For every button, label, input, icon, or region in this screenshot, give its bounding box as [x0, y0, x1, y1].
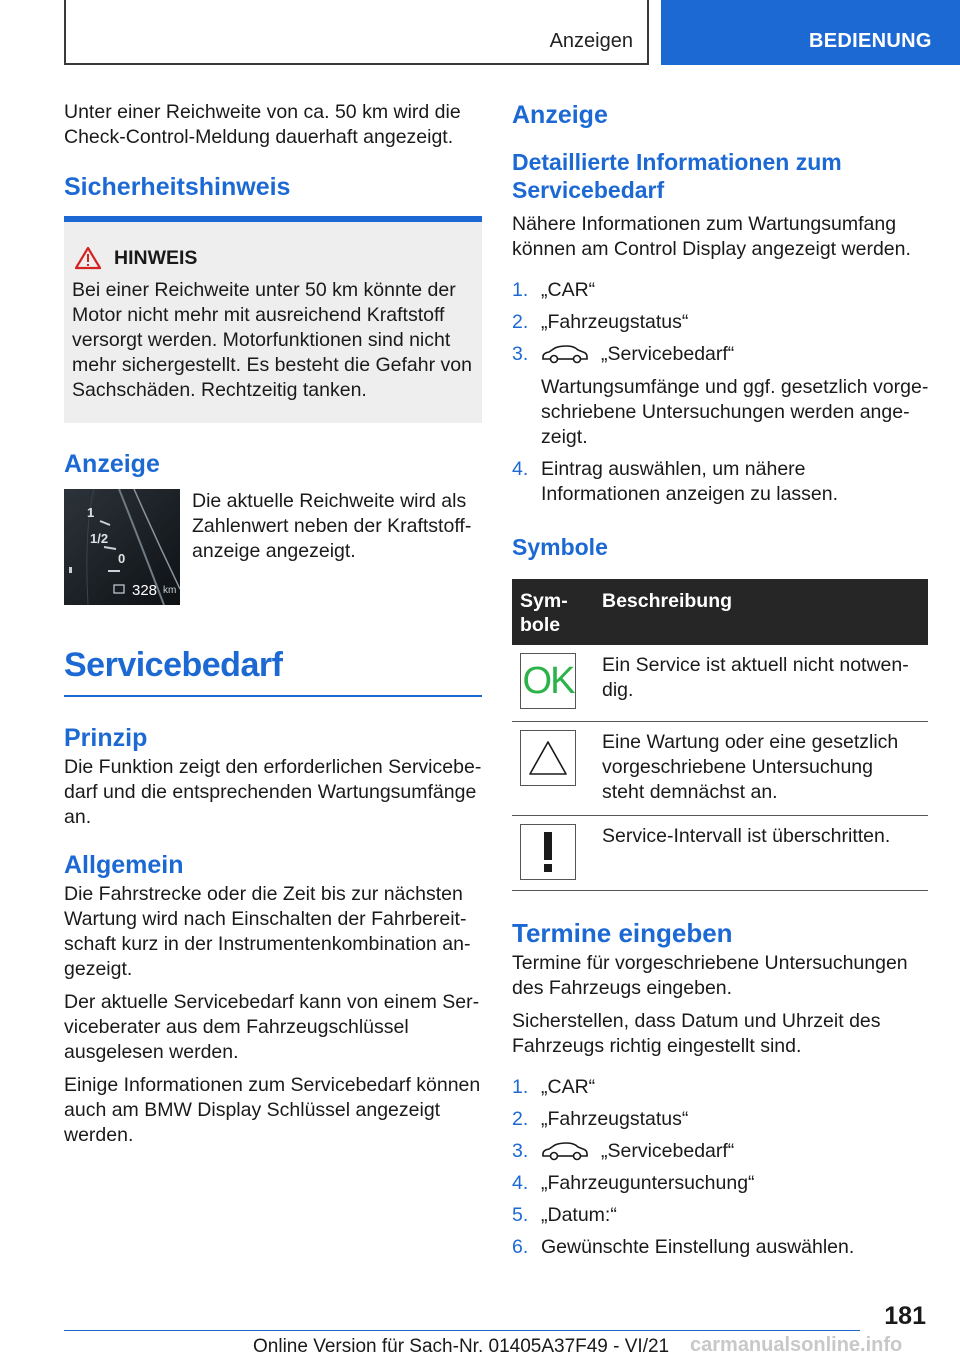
watermark: carmanualsonline.info: [690, 1334, 903, 1356]
display-section: [64, 489, 482, 605]
table-header-description: Beschreibung: [594, 579, 928, 645]
header-chapter-box: [661, 0, 960, 65]
table-row: [512, 645, 928, 721]
table-row: [512, 815, 928, 890]
list-item: 3. „Servicebedarf“ Wartungsumfänge und ggf. gesetzlich vorgeschriebene Untersuchungen werden angezeigt.: [512, 343, 929, 448]
header-section-box: [64, 0, 649, 65]
header-section-title: Anzeigen: [549, 30, 633, 52]
left-column: [64, 100, 482, 1156]
dates-paragraph-1: Termine für vorgeschriebene Untersuchungen des Fahrzeugs eingeben.: [512, 951, 908, 999]
general-paragraph-2: Der aktuelle Servicebedarf kann von einem Serviceberater aus dem Fahrzeugschlüssel ausgelesen werden.: [64, 991, 480, 1063]
detail-heading: Detaillierte Informationen zum Servicebedarf: [512, 149, 842, 203]
page-number: 181: [884, 1302, 926, 1330]
warning-triangle-icon: [74, 246, 102, 270]
display-heading: Anzeige: [64, 450, 160, 478]
general-heading: Allgemein: [64, 851, 184, 879]
gauge-range-unit: km: [163, 585, 177, 596]
notice-header: [72, 246, 474, 270]
list-item: 6. Gewünschte Einstellung auswählen.: [512, 1235, 855, 1258]
list-item: 1. „CAR“: [512, 279, 596, 301]
detail-steps-list: [512, 278, 930, 507]
principle-text: Die Funktion zeigt den erforderlichen Servicebedarf und die entsprechenden Wartungsumfänge an.: [64, 756, 482, 828]
notice-text: Bei einer Reichweite unter 50 km könnte der Motor nicht mehr mit ausreichend Kraftstoff versorgt werden. Motorfunktionen sind nicht mehr sichergestellt. Es besteht die Gefahr von Sachschäden. Rechtzeitig tanken.: [72, 279, 472, 401]
service-heading: Servicebedarf: [64, 646, 283, 684]
list-item: 2. „Fahrzeugstatus“: [512, 311, 689, 333]
header-chapter-title: BEDIENUNG: [809, 30, 932, 52]
principle-heading: Prinzip: [64, 724, 148, 752]
service-rule: [64, 695, 482, 697]
warning-triangle-icon: [520, 730, 576, 786]
display-text: Die aktuelle Reichweite wird als Zahlenwert neben der Kraftstoffanzeige angezeigt.: [192, 490, 472, 562]
car-service-icon: [541, 344, 589, 364]
table-cell-description: Service-Intervall ist überschritten.: [594, 815, 928, 890]
fuel-gauge-image: [64, 489, 180, 605]
table-header-row: [512, 579, 928, 645]
detail-text: Nähere Informationen zum Wartungsumfang können am Control Display angezeigt werden.: [512, 213, 911, 260]
notice-label: HINWEIS: [114, 246, 198, 269]
safety-heading: Sicherheitshinweis: [64, 173, 291, 201]
right-column: [512, 100, 930, 1267]
table-row: [512, 721, 928, 815]
dates-heading: Termine eingeben: [512, 917, 733, 948]
gauge-tick-empty: 0: [118, 551, 126, 566]
list-item: 4. „Fahrzeuguntersuchung“: [512, 1171, 755, 1194]
table-cell-description: Eine Wartung oder eine gesetzlich vorgeschriebene Untersuchung steht demnächst an.: [594, 721, 928, 815]
footer-rule: [64, 1330, 860, 1331]
symbols-table: [512, 579, 928, 891]
dates-steps-list: [512, 1075, 930, 1260]
exclamation-icon: [520, 824, 576, 880]
step-note: Wartungsumfänge und ggf. gesetzlich vorgeschriebene Untersuchungen werden angezeigt.: [541, 376, 929, 448]
gauge-range-value: 328: [132, 582, 158, 599]
gauge-tick-full: 1: [87, 505, 95, 520]
table-cell-description: Ein Service ist aktuell nicht notwendig.: [594, 645, 928, 721]
list-item: 1. „CAR“: [512, 1075, 596, 1098]
notice-box: [64, 222, 482, 423]
dates-paragraph-2: Sicherstellen, dass Datum und Uhrzeit des Fahrzeugs richtig eingestellt sind.: [512, 1009, 881, 1057]
list-item: 3. „Servicebedarf“: [512, 1139, 735, 1162]
gauge-tick-half: 1/2: [90, 531, 109, 546]
car-service-icon: [541, 1141, 589, 1161]
general-paragraph-3: Einige Informationen zum Servicebedarf können auch am BMW Display Schlüssel angezeigt werden.: [64, 1074, 481, 1146]
footer-version: Online Version für Sach-Nr. 01405A37F49 - VI/21: [253, 1336, 670, 1357]
table-header-symbols: Symbole: [512, 579, 594, 645]
intro-paragraph: Unter einer Reichweite von ca. 50 km wird die Check-Control-Meldung dauerhaft angezeigt.: [64, 101, 461, 148]
list-item: 5. „Datum:“: [512, 1203, 617, 1226]
general-paragraph-1: Die Fahrstrecke oder die Zeit bis zur nächsten Wartung wird nach Einschalten der Fahrbereitschaft kurz in der Instrumentenkombination angezeigt.: [64, 883, 471, 980]
ok-icon: OK: [520, 653, 576, 709]
list-item: 4. Eintrag auswählen, um nähere Informationen anzeigen zu lassen.: [512, 458, 839, 505]
right-display-heading: Anzeige: [512, 101, 608, 129]
symbols-heading: Symbole: [512, 534, 608, 560]
list-item: 2. „Fahrzeugstatus“: [512, 1107, 689, 1130]
